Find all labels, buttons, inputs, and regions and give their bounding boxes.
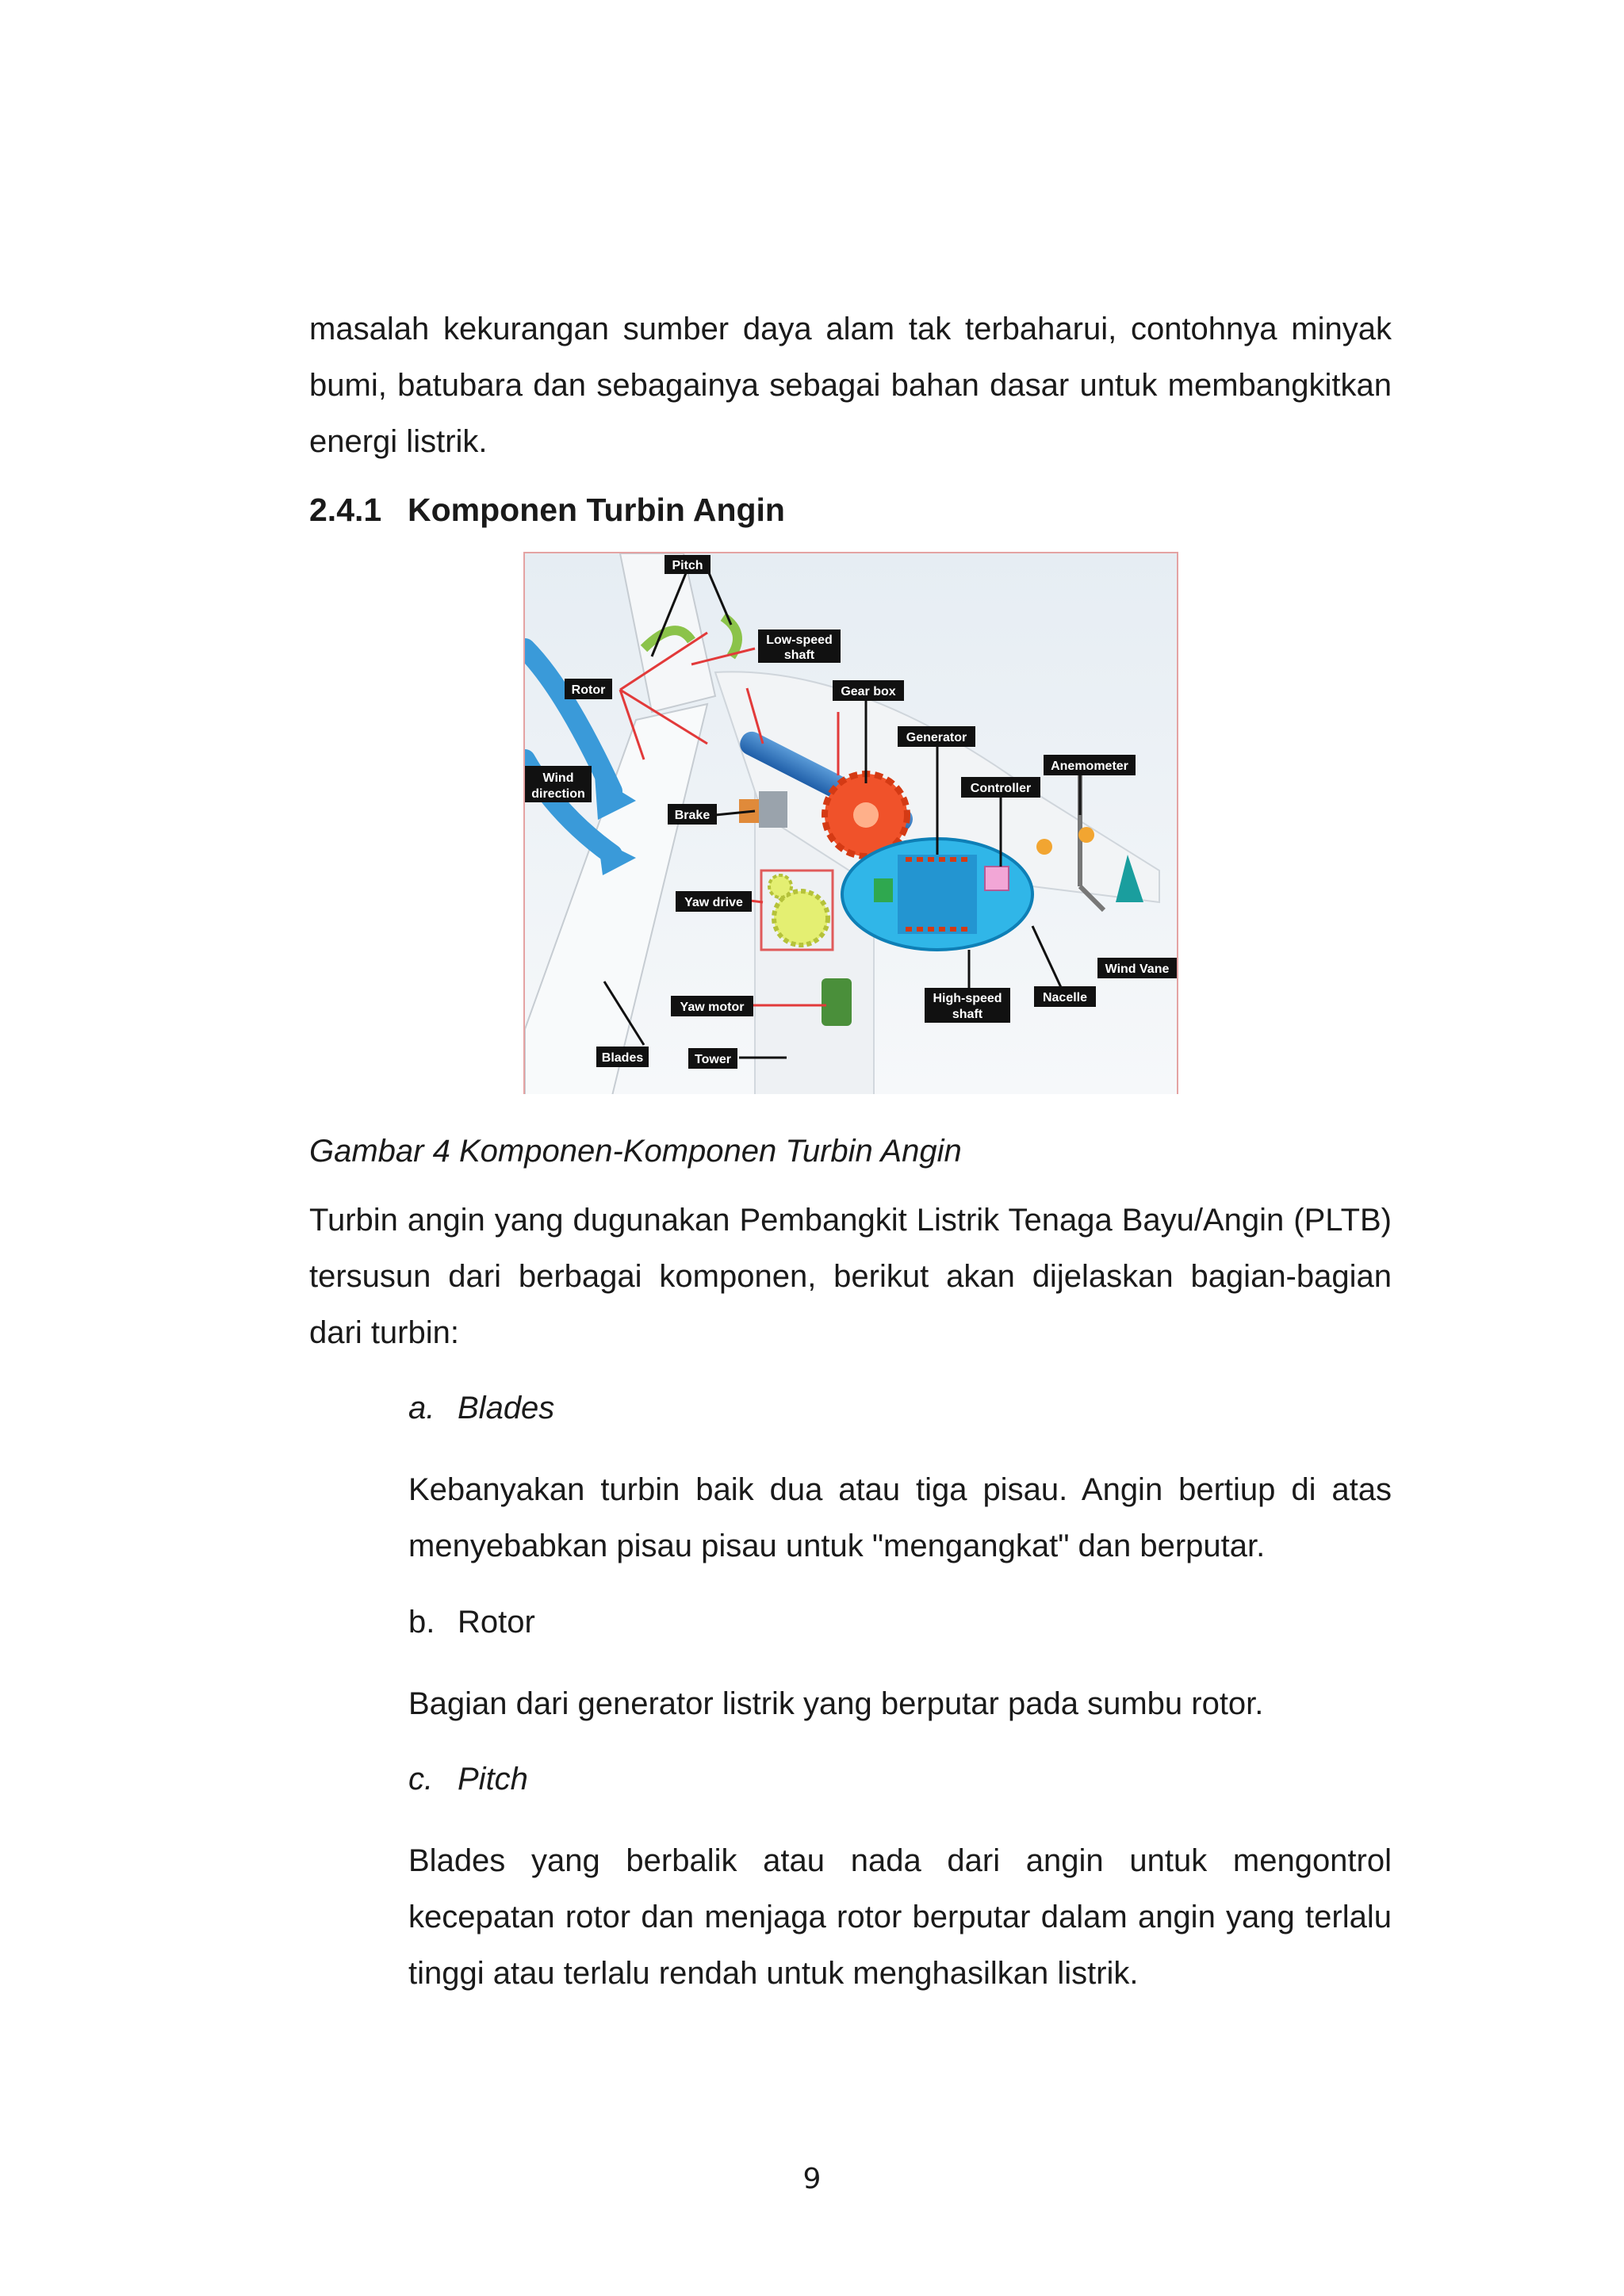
item-blades-title: Blades [458, 1391, 555, 1425]
wind-turbine-diagram [523, 552, 1178, 1094]
item-rotor-text: Bagian dari generator listrik yang berputar pada sumbu rotor. [408, 1686, 1264, 1721]
label-low-speed-shaft-1: Low-speed [766, 633, 833, 647]
item-rotor-heading [408, 1605, 535, 1640]
label-blades: Blades [601, 1051, 644, 1065]
section-heading [309, 492, 785, 529]
label-anemometer: Anemometer [1051, 760, 1128, 773]
label-high-speed-shaft-1: High-speed [933, 992, 1002, 1005]
section-number: 2.4.1 [309, 492, 382, 528]
item-pitch-title: Pitch [458, 1762, 528, 1797]
figure-caption: Gambar 4 Komponen-Komponen Turbin Angin [309, 1134, 962, 1169]
label-pitch: Pitch [672, 559, 703, 572]
turbine-illustration [525, 553, 1177, 1094]
label-wind-vane: Wind Vane [1105, 962, 1170, 976]
label-generator: Generator [906, 731, 967, 744]
label-tower: Tower [695, 1053, 731, 1066]
item-pitch-mark: c. [408, 1762, 434, 1797]
label-rotor: Rotor [571, 683, 606, 697]
page-number: 9 [802, 2163, 822, 2195]
label-wind-2: direction [531, 787, 585, 801]
item-blades-heading [408, 1391, 554, 1426]
label-wind-1: Wind [542, 771, 574, 785]
intro-paragraph: masalah kekurangan sumber daya alam tak terbaharui, contohnya minyak bumi, batubara dan sebagainya sebagai bahan dasar untuk membangkitkan energi listrik. [309, 312, 1392, 459]
item-rotor-title: Rotor [458, 1605, 535, 1640]
item-pitch-heading [408, 1762, 528, 1797]
item-pitch-text: Blades yang berbalik atau nada dari angin untuk mengontrol kecepatan rotor dan menjaga rotor berputar dalam angin yang terlalu tinggi atau terlalu rendah untuk menghasilkan listrik. [408, 1843, 1392, 1991]
label-brake: Brake [674, 809, 710, 822]
item-blades-mark: a. [408, 1391, 435, 1425]
label-controller: Controller [970, 782, 1032, 795]
item-rotor-mark: b. [408, 1605, 435, 1640]
body-paragraph: Turbin angin yang dugunakan Pembangkit Listrik Tenaga Bayu/Angin (PLTB) tersusun dari berbagai komponen, berikut akan dijelaskan bagian-bagian dari turbin: [309, 1203, 1392, 1350]
label-nacelle: Nacelle [1042, 991, 1088, 1004]
label-yaw-drive: Yaw drive [684, 896, 743, 909]
label-high-speed-shaft-2: shaft [952, 1008, 983, 1021]
label-gear-box: Gear box [841, 685, 896, 698]
label-yaw-motor: Yaw motor [680, 1001, 745, 1014]
section-title: Komponen Turbin Angin [408, 492, 785, 528]
item-blades-text: Kebanyakan turbin baik dua atau tiga pisau. Angin bertiup di atas menyebabkan pisau pisau untuk "mengangkat" dan berputar. [408, 1472, 1392, 1563]
label-low-speed-shaft-2: shaft [783, 649, 815, 662]
